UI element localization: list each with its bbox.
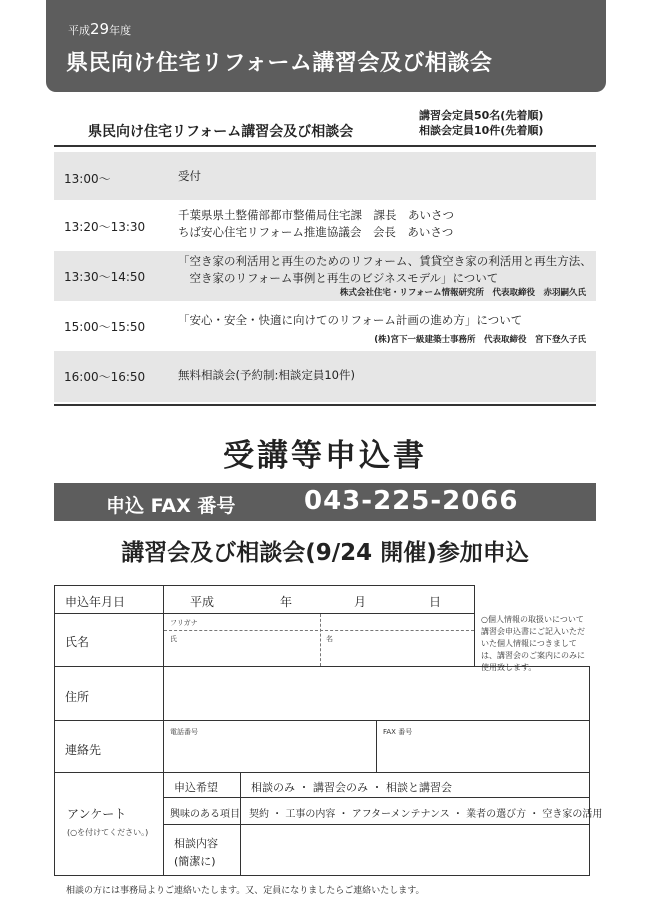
fax-number: 043-225-2066 <box>304 486 519 516</box>
consult-input-cell[interactable] <box>240 824 590 876</box>
survey-row-label-cell <box>163 797 241 825</box>
header-band <box>46 0 606 92</box>
schedule-time: 15:00〜15:50 <box>64 320 146 334</box>
given-name-label: 名 <box>326 635 333 643</box>
era-prefix: 平成 <box>68 24 90 37</box>
consult-label-line1: 相談内容 <box>174 837 218 850</box>
schedule-line: 「空き家の利活用と再生のためのリフォーム、賃貸空き家の利活用と再生方法、 <box>178 254 592 268</box>
schedule-line: 空き家のリフォーム事例と再生のビジネスモデル」について <box>178 271 499 285</box>
address-label-cell <box>54 666 164 721</box>
consult-label-cell <box>163 824 241 876</box>
furigana-label: フリガナ <box>170 619 198 627</box>
name-label: 氏名 <box>65 635 90 649</box>
schedule-row <box>54 203 596 249</box>
phone-label: 電話番号 <box>170 728 198 736</box>
survey-label: アンケート <box>67 807 127 821</box>
schedule-time: 13:00〜 <box>64 172 111 186</box>
date-era: 平成 <box>190 595 215 609</box>
address-input-cell[interactable] <box>163 666 590 721</box>
lecture-capacity: 講習会定員50名(先着順) <box>419 109 544 122</box>
fax-field-label: FAX 番号 <box>383 728 413 736</box>
name-input-cell[interactable] <box>163 613 475 667</box>
date-month: 月 <box>354 595 367 609</box>
survey-note: (○を付けてください。) <box>67 828 149 837</box>
survey-options-cell[interactable] <box>240 797 603 825</box>
event-application-title: 講習会及び相談会(9/24 開催)参加申込 <box>121 540 529 566</box>
schedule-line: 千葉県県土整備部都市整備局住宅課 課長 あいさつ <box>178 208 454 222</box>
header-fiscal-year <box>68 20 131 38</box>
address-label: 住所 <box>65 690 90 704</box>
form-heading: 受講等申込書 <box>223 438 427 474</box>
capacity-info <box>419 108 543 138</box>
fax-label: 申込 FAX 番号 <box>106 495 236 517</box>
surname-label: 氏 <box>170 635 177 643</box>
schedule-description <box>178 253 592 287</box>
fax-input-cell[interactable] <box>376 720 590 773</box>
schedule-speaker: 株式会社住宅・リフォーム情報研究所 代表取締役 赤羽嗣久氏 <box>339 288 586 298</box>
event-subtitle: 県民向け住宅リフォーム講習会及び相談会 <box>88 124 354 140</box>
schedule-row <box>54 152 596 200</box>
schedule-top-rule <box>54 145 596 147</box>
fax-bar <box>54 483 596 521</box>
date-label: 申込年月日 <box>65 595 126 609</box>
name-divider <box>320 614 321 666</box>
schedule-description: 「安心・安全・快適に向けてのリフォーム計画の進め方」について <box>178 313 523 327</box>
phone-input-cell[interactable] <box>163 720 377 773</box>
schedule-time: 13:20〜13:30 <box>64 220 146 234</box>
schedule-line: ちば安心住宅リフォーム推進協議会 会長 あいさつ <box>178 225 454 239</box>
survey-options-cell[interactable] <box>240 772 590 798</box>
schedule-time: 13:30〜14:50 <box>64 270 146 284</box>
schedule-row <box>54 251 596 301</box>
schedule-row <box>54 351 596 402</box>
consult-label-line2: (簡潔に) <box>174 855 216 868</box>
furigana-divider <box>164 630 474 631</box>
survey-options: 相談のみ ・ 講習会のみ ・ 相談と講習会 <box>251 781 452 794</box>
privacy-note: ○個人情報の取扱いについて講習会申込書にご記入いただいた個人情報につきましては、講習会のご案内にのみに使用致します。 <box>481 615 585 672</box>
survey-label-cell <box>54 772 164 876</box>
survey-row-label-cell <box>163 772 241 798</box>
schedule-speaker: (株)宮下一級建築士事務所 代表取締役 宮下登久子氏 <box>374 335 586 345</box>
date-day: 日 <box>429 595 442 609</box>
name-label-cell <box>54 613 164 667</box>
schedule-bottom-rule <box>54 404 596 406</box>
survey-row-label: 興味のある項目 <box>170 809 240 820</box>
date-year: 年 <box>280 595 293 609</box>
footer-note: 相談の方には事務局よりご連絡いたします。又、定員になりましたらご連絡いたします。 <box>66 886 425 896</box>
schedule-row <box>54 304 596 348</box>
schedule-time: 16:00〜16:50 <box>64 370 146 384</box>
schedule-description <box>178 207 454 241</box>
consult-capacity: 相談会定員10件(先着順) <box>419 124 544 137</box>
schedule-description: 受付 <box>178 169 201 183</box>
date-input-cell[interactable] <box>163 585 475 614</box>
contact-label: 連絡先 <box>65 743 102 757</box>
date-label-cell <box>54 585 164 614</box>
survey-options: 契約 ・ 工事の内容 ・ アフターメンテナンス ・ 業者の選び方 ・ 空き家の活用 <box>249 809 603 820</box>
era-year: 29 <box>90 20 110 38</box>
header-title: 県民向け住宅リフォーム講習会及び相談会 <box>66 51 493 76</box>
era-suffix: 年度 <box>109 24 132 37</box>
contact-label-cell <box>54 720 164 773</box>
survey-row-label: 申込希望 <box>174 781 218 794</box>
schedule-description: 無料相談会(予約制:相談定員10件) <box>178 368 355 382</box>
